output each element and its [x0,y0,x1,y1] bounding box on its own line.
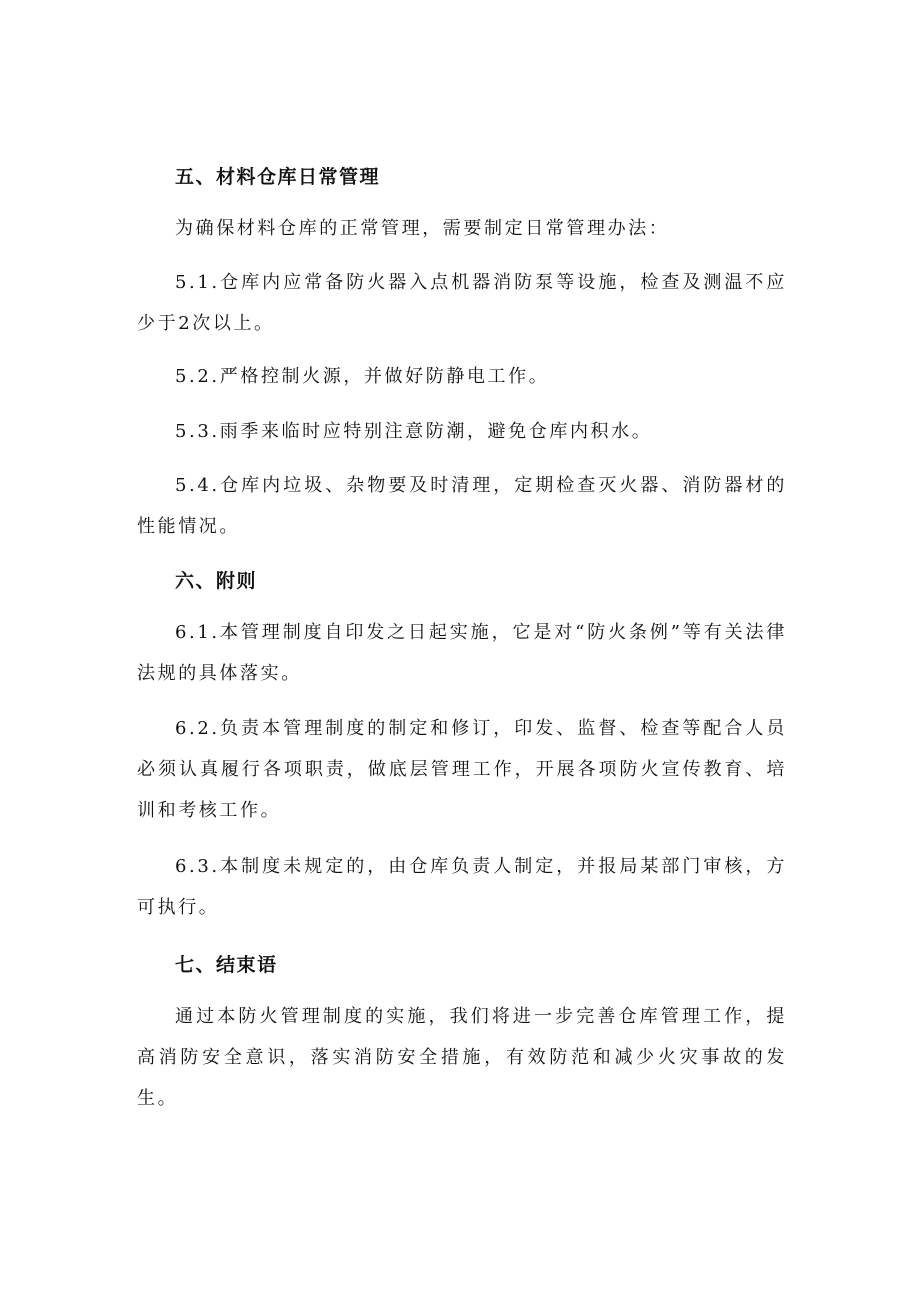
paragraph-6-2: 6.2.负责本管理制度的制定和修订，印发、监督、检查等配合人员必须认真履行各项职责，做底层管理工作，开展各项防火宣传教育、培训和考核工作。 [137,718,787,821]
paragraph-5-3: 5.3.雨季来临时应特别注意防潮，避免仓库内积水。 [175,421,653,442]
section-heading-7: 七、结束语 [175,954,278,976]
section-heading-5: 五、材料仓库日常管理 [175,166,381,188]
section-heading-6: 六、附则 [175,570,258,592]
paragraph-5-2: 5.2.严格控制火源，并做好防静电工作。 [175,366,550,387]
paragraph-conclusion: 通过本防火管理制度的实施，我们将进一步完善仓库管理工作，提高消防安全意识，落实消防安全措施，有效防范和减少火灾事故的发生。 [137,1006,787,1109]
paragraph-5-1: 5.1.仓库内应常备防火器入点机器消防泵等设施，检查及测温不应少于2次以上。 [137,272,787,334]
paragraph-intro: 为确保材料仓库的正常管理，需要制定日常管理办法： [175,218,670,239]
paragraph-6-3: 6.3.本制度未规定的，由仓库负责人制定，并报局某部门审核，方可执行。 [137,856,787,918]
paragraph-5-4: 5.4.仓库内垃圾、杂物要及时清理，定期检查灭火器、消防器材的性能情况。 [137,475,787,537]
paragraph-6-1: 6.1.本管理制度自印发之日起实施，它是对“防火条例”等有关法律法规的具体落实。 [137,622,787,684]
